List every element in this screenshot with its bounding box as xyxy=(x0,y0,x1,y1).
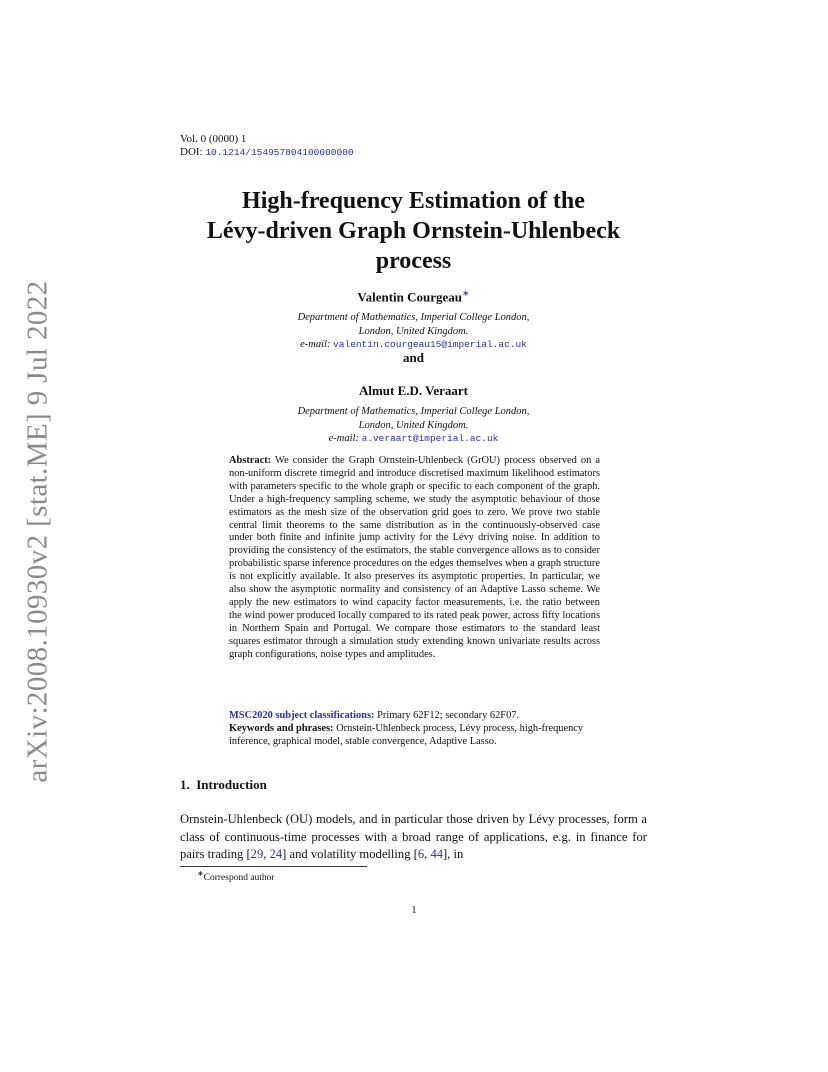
footnote-mark: ∗ xyxy=(197,869,204,878)
footnote-text: Correspond author xyxy=(203,873,275,884)
abstract xyxy=(229,455,600,662)
footnote-link[interactable]: ∗ xyxy=(462,288,470,298)
intro-text: ] and volatility modelling [ xyxy=(282,847,418,861)
msc-text: Primary 62F12; secondary 62F07. xyxy=(377,710,520,721)
title-line-2: Lévy-driven Graph Ornstein-Uhlenbeck xyxy=(206,218,621,244)
author-2-affiliation xyxy=(150,405,677,446)
page-number: 1 xyxy=(411,905,417,916)
affiliation-line: Department of Mathematics, Imperial College London, xyxy=(297,312,530,323)
citation-link[interactable]: 6 xyxy=(417,847,425,861)
classifications xyxy=(229,710,600,749)
citation-separator: , xyxy=(263,847,270,861)
doi-link[interactable]: 10.1214/154957804100000000 xyxy=(205,147,354,158)
email-label: e-mail: xyxy=(328,433,359,444)
keywords-label: Keywords and phrases: xyxy=(229,722,334,734)
title-line-3: process xyxy=(375,248,452,274)
keywords-text: Ornstein-Uhlenbeck process, Lévy process, high-frequency inference, graphical model, stable convergence, Adaptive Lasso. xyxy=(229,722,584,747)
intro-text: Ornstein-Uhlenbeck (OU) models, and in particular those driven by Lévy processes, form a class of continuous-time processes with a broad range of applications, e.g. in finance for pairs trading [ xyxy=(180,812,647,861)
affiliation-line: Department of Mathematics, Imperial College London, xyxy=(297,406,530,417)
author-name: Valentin Courgeau xyxy=(357,289,463,305)
author-2-name xyxy=(150,383,677,399)
author-1-name xyxy=(150,288,677,305)
doi-label: DOI: xyxy=(180,146,203,158)
paper-title xyxy=(150,186,677,276)
email-link[interactable]: a.veraart@imperial.ac.uk xyxy=(361,433,499,444)
doi-line xyxy=(180,146,354,159)
journal-header xyxy=(180,133,354,159)
volume-line: Vol. 0 (0000) 1 xyxy=(180,133,247,145)
citation-link[interactable]: 24 xyxy=(269,847,283,861)
citation-link[interactable]: 29 xyxy=(250,847,264,861)
title-line-1: High-frequency Estimation of the xyxy=(242,188,585,214)
section-title: Introduction xyxy=(196,777,267,792)
email-line xyxy=(150,432,677,446)
citation-separator: , xyxy=(424,847,431,861)
email-label: e-mail: xyxy=(300,339,331,350)
citation-link[interactable]: 44 xyxy=(430,847,444,861)
author-1-affiliation xyxy=(150,311,677,352)
section-number: 1. xyxy=(180,777,190,792)
section-heading xyxy=(180,777,267,793)
keywords-line xyxy=(229,723,600,749)
and-separator: and xyxy=(403,350,424,365)
abstract-label: Abstract: xyxy=(229,455,272,466)
arxiv-identifier: arXiv:2008.10930v2 [stat.ME] 9 Jul 2022 xyxy=(21,279,54,783)
arxiv-stamp xyxy=(14,279,62,783)
intro-text: ], in xyxy=(443,847,464,861)
intro-paragraph xyxy=(180,811,647,864)
msc-line xyxy=(229,710,600,723)
author-name: Almut E.D. Veraart xyxy=(358,383,469,398)
footnote-rule xyxy=(180,866,367,867)
affiliation-line: London, United Kingdom. xyxy=(358,325,469,337)
affiliation-line: London, United Kingdom. xyxy=(358,419,469,431)
abstract-text: We consider the Graph Ornstein-Uhlenbeck (GrOU) process observed on a non-uniform discrete timegrid and introduce discretised maximum likelihood estimators with parameters specific to the whole graph or specific to each component of the graph. Under a high-frequency sampling scheme, we study the asymptotic behaviour of those estimators as the mesh size of the observation grid goes to zero. We prove two stable central limit theorems to the same distribution as in the continuously-observed case under both finite and infinite jump activity for the Lévy driving noise. In addition to providing the consistency of the estimators, the stable convergence allows us to consider probabilistic sparse inference procedures on the edges themselves when a graph structure is not explicitly available. It also preserves its asymptotic properties. In particular, we also show the asymptotic normality and consistency of an Adaptive Lasso scheme. We apply the new estimators to wind capacity factor measurements, i.e. the ratio between the wind power produced locally compared to its rated peak power, across fifty locations in Northern Spain and Portugal. We compare those estimators to the standard least squares estimator through a simulation study extending known univariate results across graph configurations, noise types and amplitudes. xyxy=(229,455,600,660)
email-link[interactable]: valentin.courgeau15@imperial.ac.uk xyxy=(333,339,527,350)
msc-link[interactable]: MSC2020 subject classifications: xyxy=(229,710,375,721)
footnote xyxy=(197,869,275,883)
